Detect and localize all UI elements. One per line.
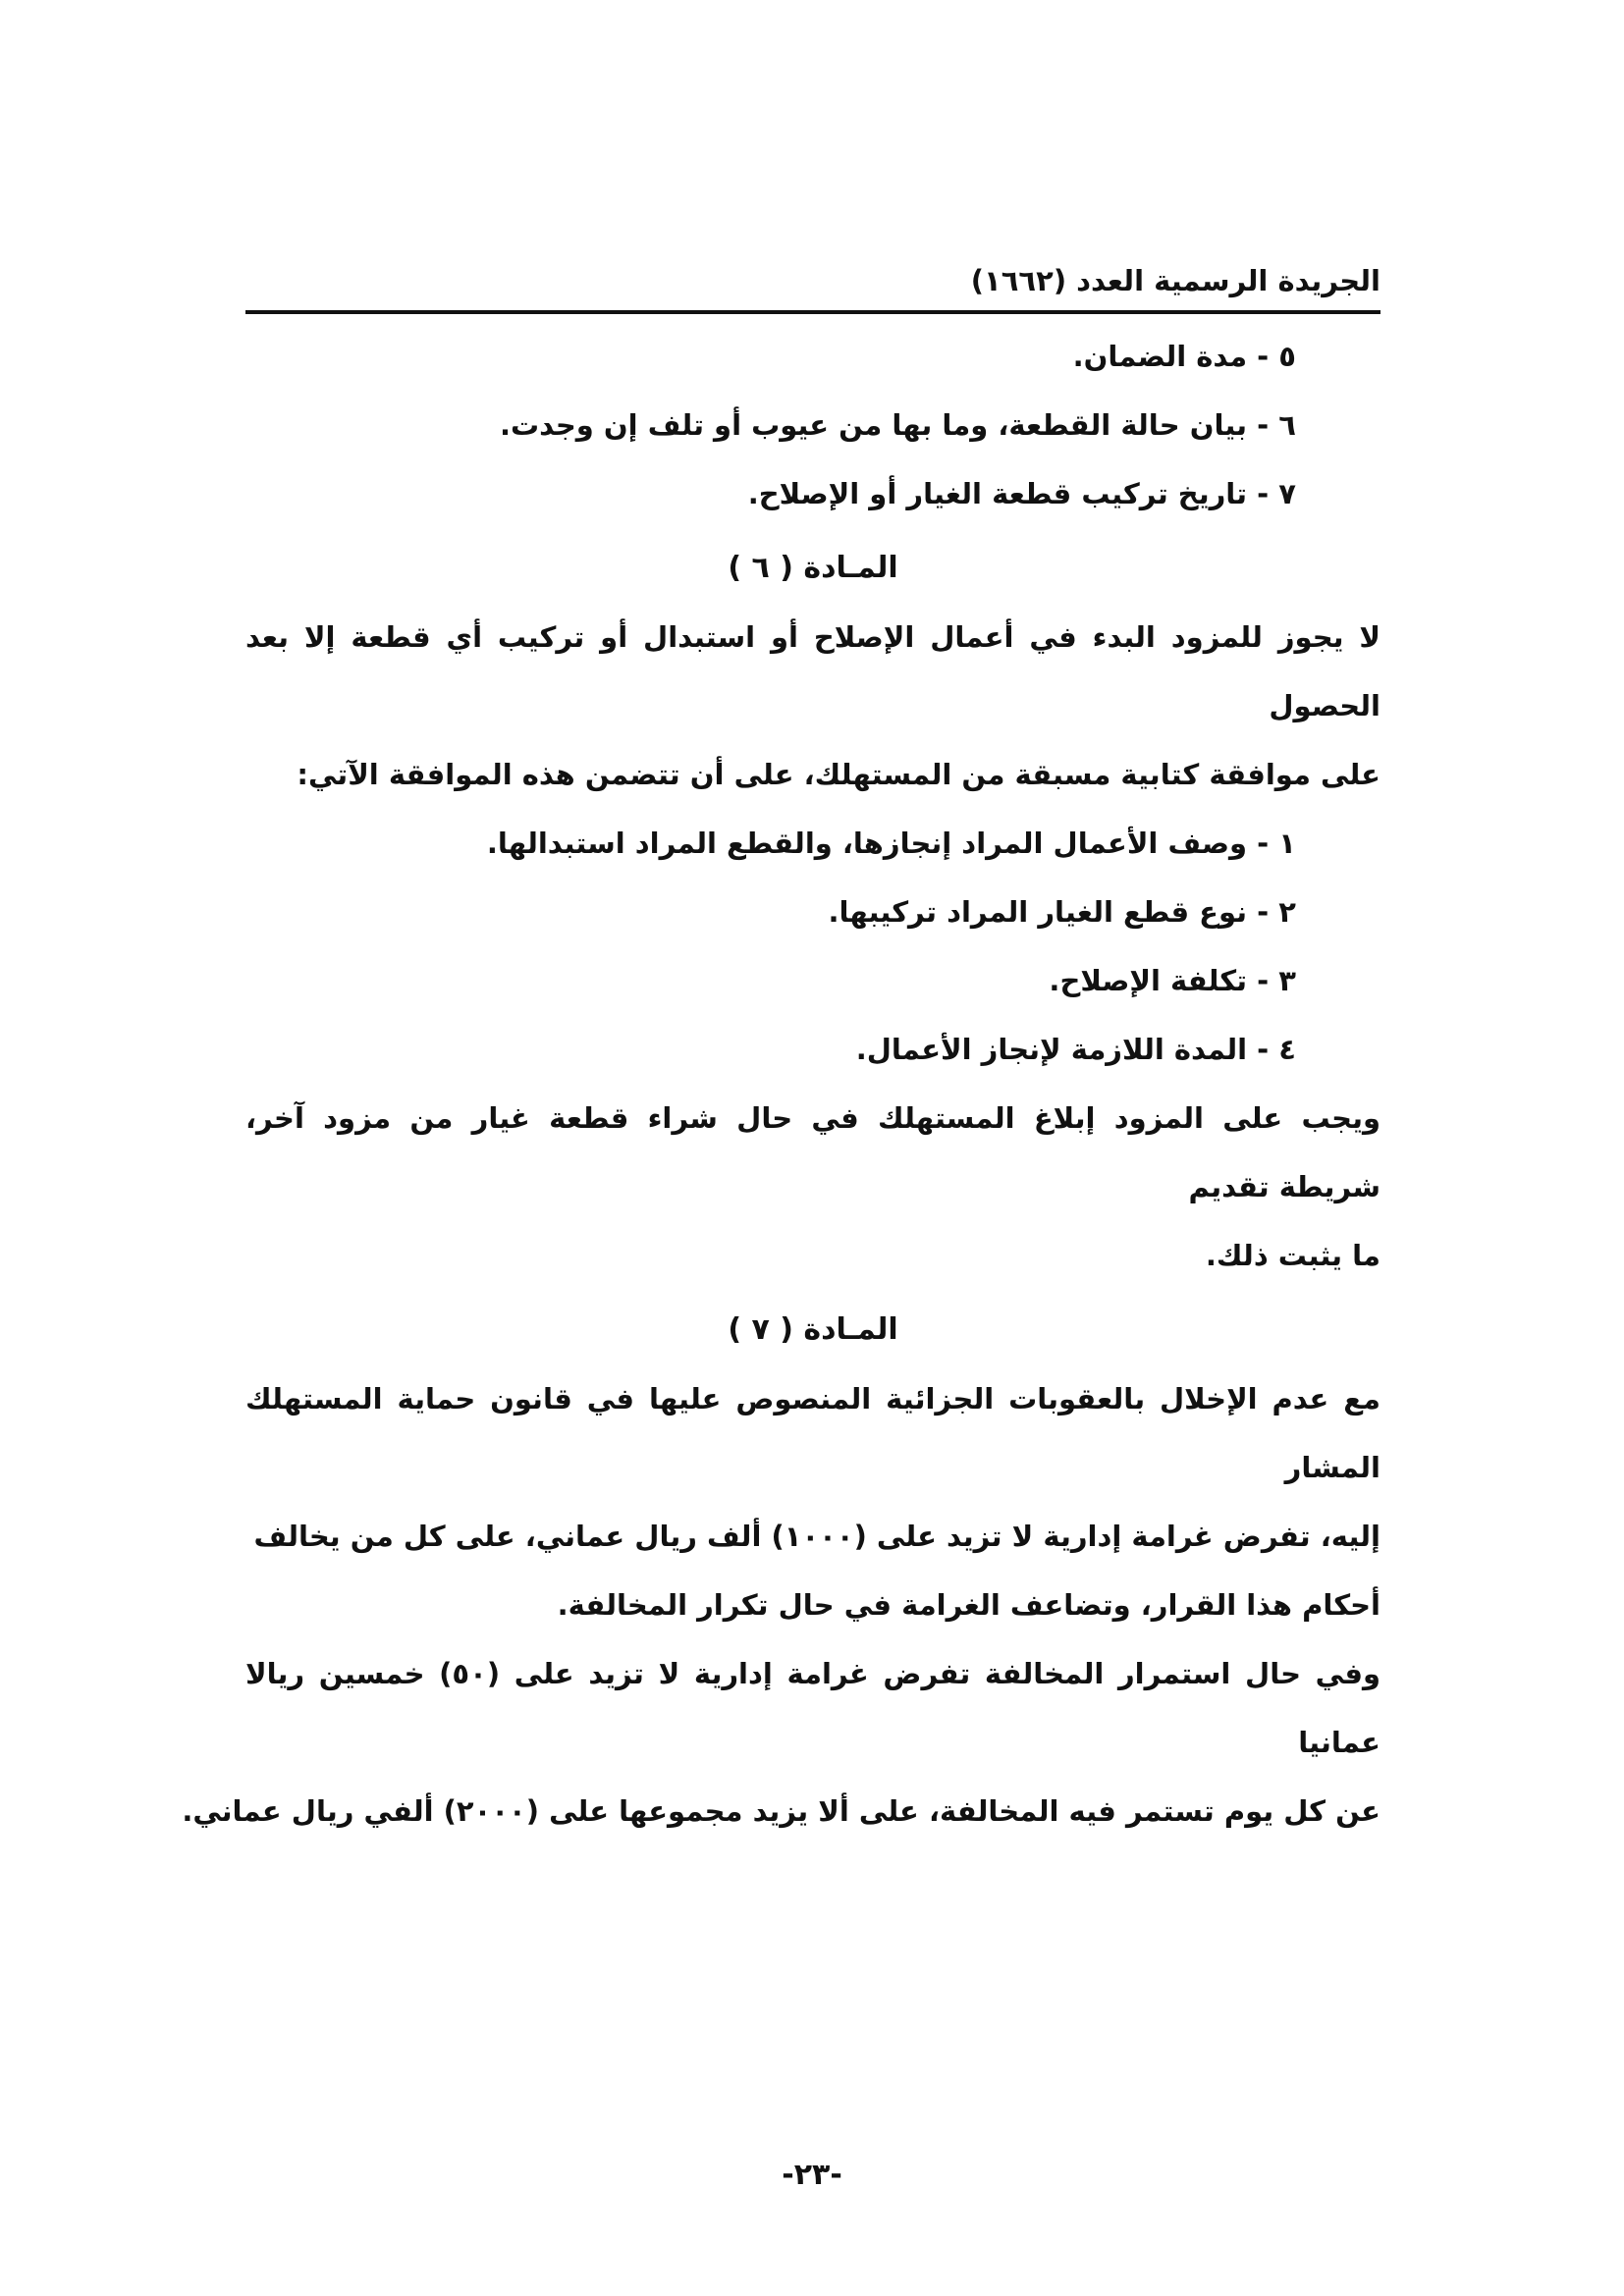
article-6-closing-line: ما يثبت ذلك. — [1205, 1239, 1380, 1272]
article-7-paragraph-line: إليه، تفرض غرامة إدارية لا تزيد على (١٠٠٠) ألف ريال عماني، على كل من يخالف — [253, 1520, 1380, 1553]
article-7-paragraph-line: عن كل يوم تستمر فيه المخالفة، على ألا يزيد مجموعها على (٢٠٠٠) ألفي ريال عماني. — [182, 1794, 1380, 1828]
page-number: -٢٣- — [782, 2158, 842, 2192]
list-item: ١ - وصف الأعمال المراد إنجازها، والقطع المراد استبدالها. — [486, 827, 1296, 860]
list-item: ٧ - تاريخ تركيب قطعة الغيار أو الإصلاح. — [747, 477, 1296, 510]
list-item: ٦ - بيان حالة القطعة، وما بها من عيوب أو تلف إن وجدت. — [499, 408, 1296, 442]
article-6-intro-line: لا يجوز للمزود البدء في أعمال الإصلاح أو استبدال أو تركيب أي قطعة إلا بعد الحصول — [245, 620, 1380, 722]
list-item: ٤ - المدة اللازمة لإنجاز الأعمال. — [855, 1033, 1296, 1066]
list-item: ٣ - تكلفة الإصلاح. — [1049, 964, 1296, 997]
list-item: ٢ - نوع قطع الغيار المراد تركيبها. — [828, 895, 1296, 929]
article-6-intro-line: على موافقة كتابية مسبقة من المستهلك، على أن تتضمن هذه الموافقة الآتي: — [297, 758, 1380, 791]
article-7-paragraph-line: أحكام هذا القرار، وتضاعف الغرامة في حال تكرار المخالفة. — [557, 1588, 1380, 1622]
page-header — [245, 259, 1380, 314]
list-item: ٥ - مدة الضمان. — [1072, 340, 1296, 373]
page-content — [182, 322, 1380, 1845]
article-6-heading: المـادة ( ٦ ) — [728, 551, 898, 585]
article-7-paragraph-line: وفي حال استمرار المخالفة تفرض غرامة إدارية لا تزيد على (٥٠) خمسين ريالا عمانيا — [245, 1657, 1380, 1759]
article-6-closing-line: ويجب على المزود إبلاغ المستهلك في حال شراء قطعة غيار من مزود آخر، شريطة تقديم — [245, 1101, 1380, 1203]
article-7-paragraph-line: مع عدم الإخلال بالعقوبات الجزائية المنصوص عليها في قانون حماية المستهلك المشار — [245, 1382, 1380, 1484]
gazette-title: الجريدة الرسمية العدد (١٦٦٢) — [970, 264, 1380, 297]
article-7-heading: المـادة ( ٧ ) — [728, 1312, 898, 1347]
